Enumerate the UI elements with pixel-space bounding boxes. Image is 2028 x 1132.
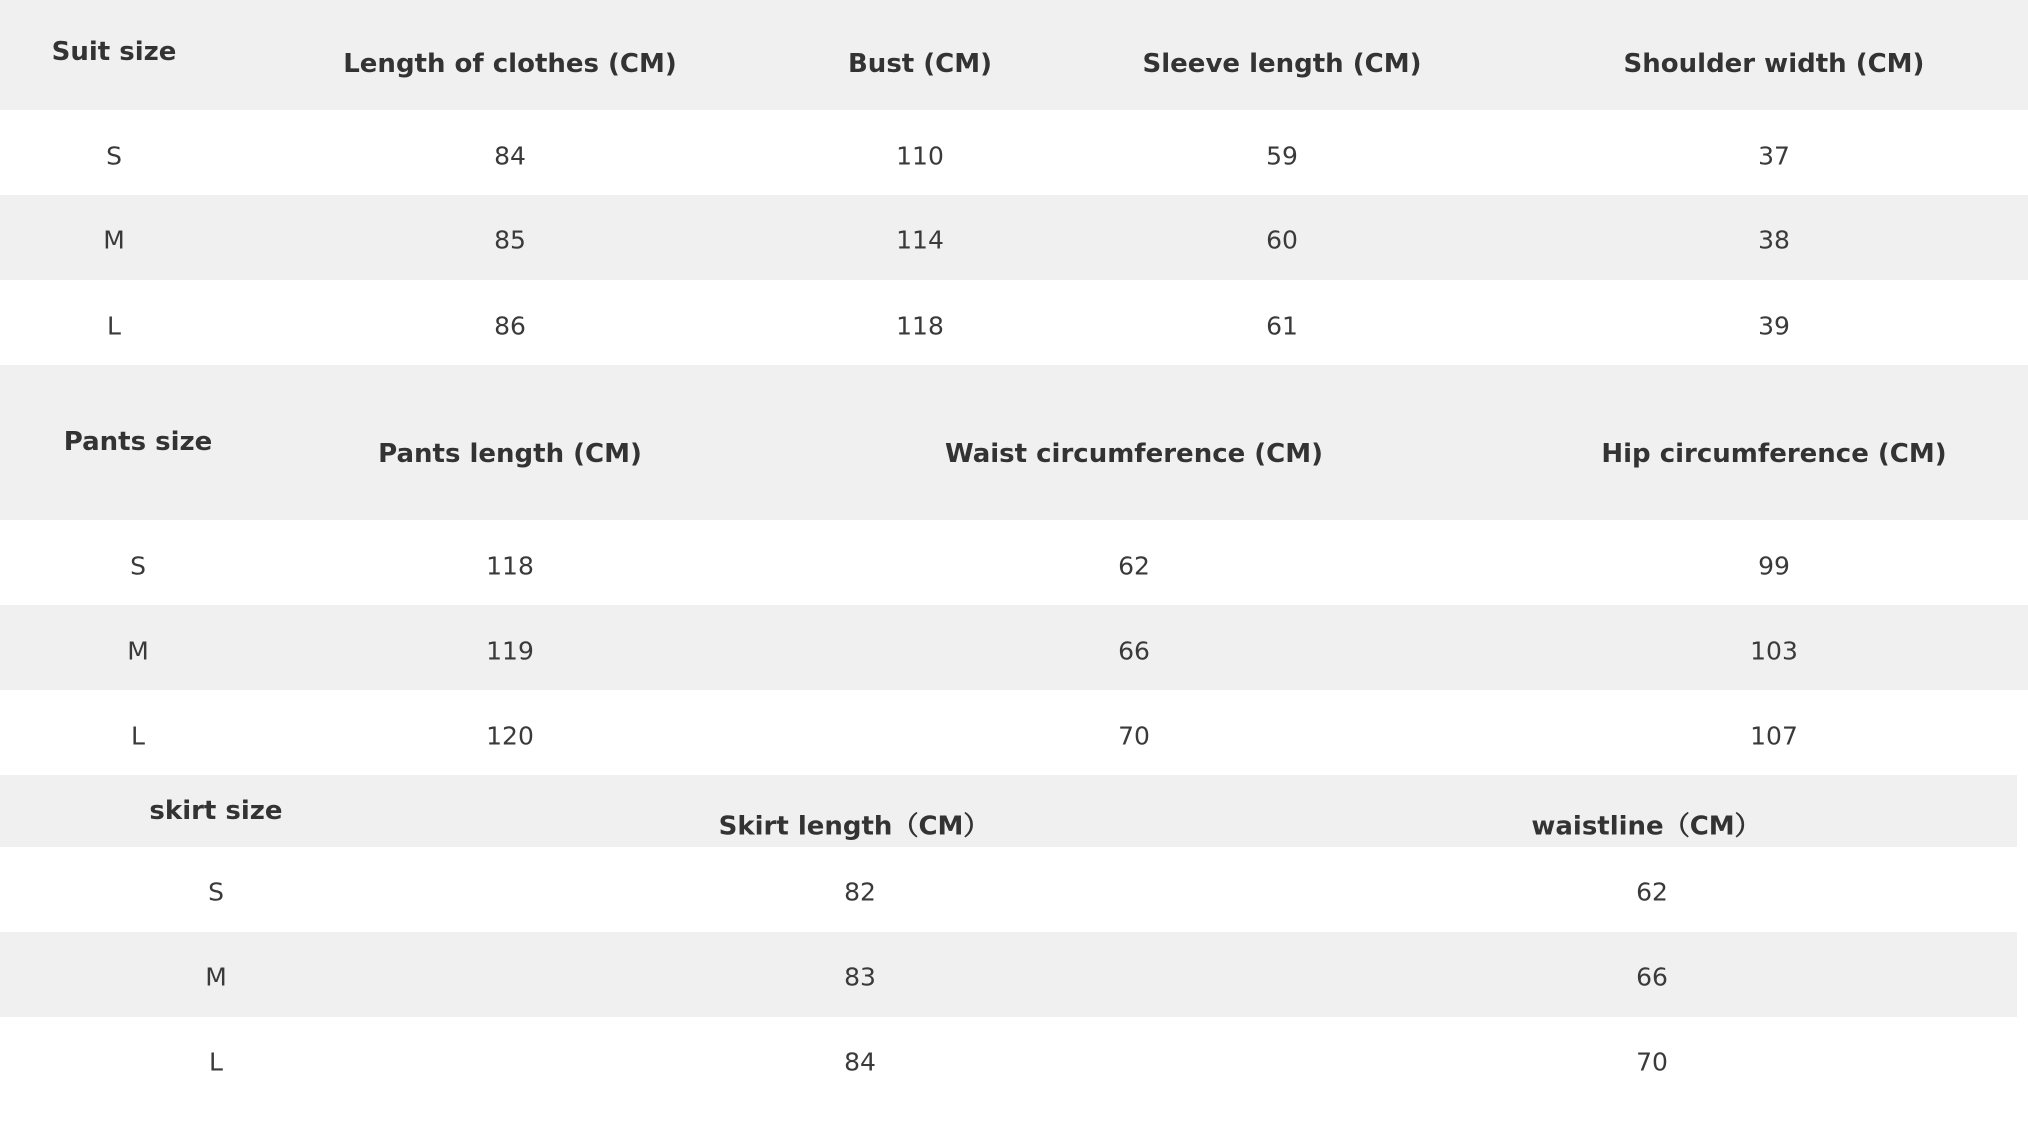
- suit-s-shoulder: 37: [1758, 141, 1790, 171]
- pants-l-waist: 70: [1118, 721, 1150, 751]
- pants-m-size: M: [127, 636, 149, 666]
- pants-s-length: 118: [486, 551, 534, 581]
- suit-l-size: L: [107, 311, 121, 341]
- pants-m-length: 119: [486, 636, 534, 666]
- skirt-header-length: Skirt length（CM）: [718, 811, 990, 842]
- skirt-s-waistline: 62: [1636, 877, 1668, 907]
- suit-s-length: 84: [494, 141, 526, 171]
- pants-header-size: Pants size: [63, 427, 213, 457]
- pants-s-waist: 62: [1118, 551, 1150, 581]
- pants-l-size: L: [131, 721, 145, 751]
- pants-header-length: Pants length (CM): [378, 439, 642, 469]
- pants-s-size: S: [130, 551, 146, 581]
- suit-s-sleeve: 59: [1266, 141, 1298, 171]
- pants-s-hip: 99: [1758, 551, 1790, 581]
- suit-header-bust: Bust (CM): [847, 49, 993, 79]
- skirt-l-length: 84: [844, 1047, 876, 1077]
- suit-m-bust: 114: [896, 225, 944, 255]
- skirt-m-waistline: 66: [1636, 962, 1668, 992]
- suit-l-shoulder: 39: [1758, 311, 1790, 341]
- skirt-s-length: 82: [844, 877, 876, 907]
- pants-m-hip: 103: [1750, 636, 1798, 666]
- pants-m-waist: 66: [1118, 636, 1150, 666]
- pants-row-band-m: [0, 605, 2028, 690]
- suit-l-length: 86: [494, 311, 526, 341]
- skirt-s-size: S: [208, 877, 224, 907]
- skirt-m-size: M: [205, 962, 227, 992]
- suit-m-shoulder: 38: [1758, 225, 1790, 255]
- suit-m-sleeve: 60: [1266, 225, 1298, 255]
- suit-header-sleeve: Sleeve length (CM): [1142, 49, 1422, 79]
- skirt-l-size: L: [209, 1047, 223, 1077]
- suit-s-size: S: [106, 141, 122, 171]
- suit-m-length: 85: [494, 225, 526, 255]
- skirt-m-length: 83: [844, 962, 876, 992]
- suit-m-size: M: [103, 225, 125, 255]
- skirt-header-waistline: waistline（CM）: [1531, 811, 1761, 842]
- pants-l-length: 120: [486, 721, 534, 751]
- suit-header-shoulder: Shoulder width (CM): [1623, 49, 1925, 79]
- suit-l-sleeve: 61: [1266, 311, 1298, 341]
- suit-header-length: Length of clothes (CM): [343, 49, 677, 79]
- skirt-row-band-m: [0, 932, 2017, 1017]
- suit-s-bust: 110: [896, 141, 944, 171]
- suit-l-bust: 118: [896, 311, 944, 341]
- skirt-l-waistline: 70: [1636, 1047, 1668, 1077]
- suit-row-band-m: [0, 195, 2028, 280]
- suit-header-size: Suit size: [51, 37, 177, 67]
- pants-l-hip: 107: [1750, 721, 1798, 751]
- pants-header-hip: Hip circumference (CM): [1601, 439, 1947, 469]
- skirt-header-size: skirt size: [149, 796, 283, 826]
- pants-header-waist: Waist circumference (CM): [944, 439, 1324, 469]
